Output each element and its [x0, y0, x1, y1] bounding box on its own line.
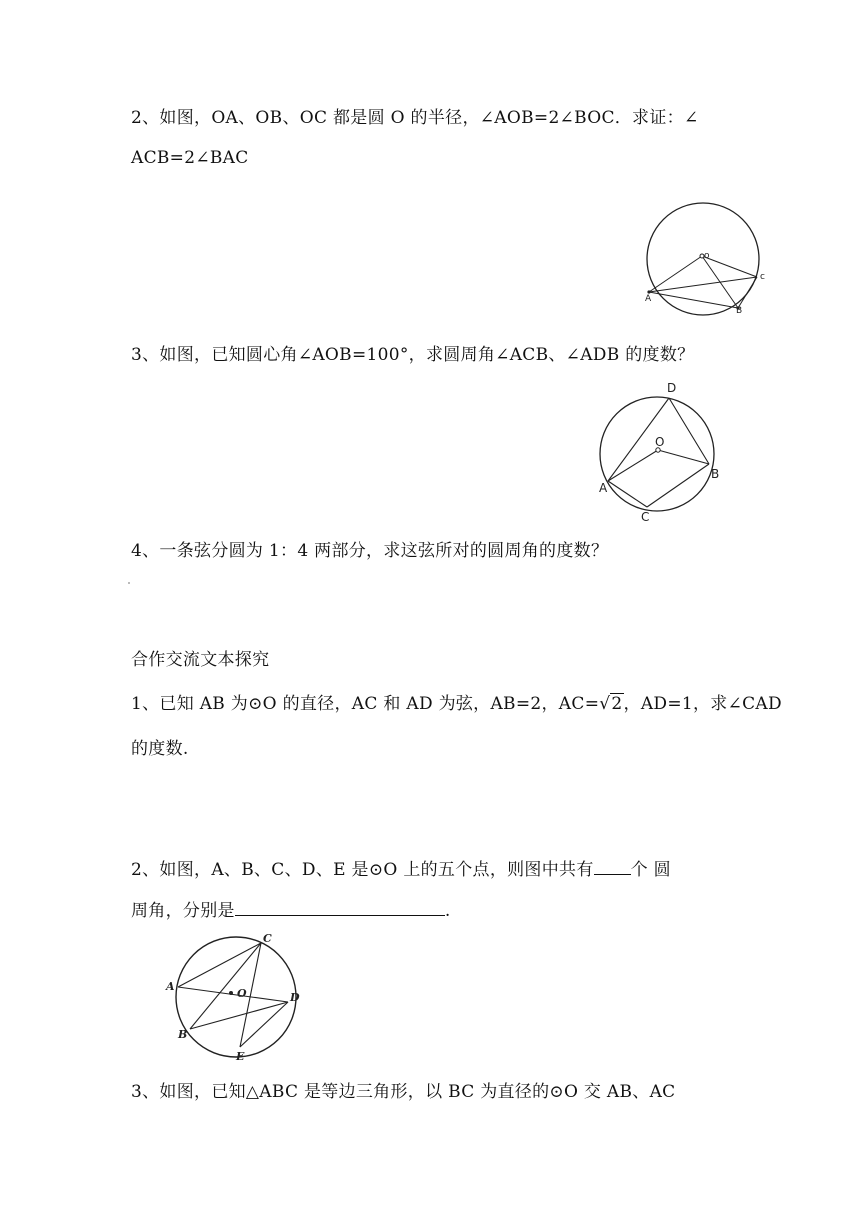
count-blank[interactable] [594, 856, 631, 875]
fig3-label-a: A [166, 980, 175, 993]
sqrt-symbol: √ [599, 694, 611, 714]
sqrt-two [599, 693, 623, 715]
fig1-label-b: B [736, 306, 743, 316]
problem-3-text: 3、如图，已知圆心角∠AOB=100°，求圆周角∠ACB、∠ADB 的度数？ [131, 345, 695, 365]
fig3-label-b: B [178, 1028, 188, 1041]
figure-3-circle-diagram [160, 930, 310, 1065]
fig2-label-d: D [667, 381, 677, 395]
fig3-label-e: E [236, 1050, 245, 1063]
practice-1-text-a: 1、已知 AB 为⊙O 的直径，AC 和 AD 为弦，AB=2，AC= [131, 694, 600, 714]
fig1-label-c: c [760, 272, 765, 282]
practice-2-text-end: . [444, 901, 451, 921]
fig2-label-b: B [711, 467, 720, 481]
practice-1-text-b: ，AD=1，求∠CAD [623, 694, 782, 714]
fig3-label-d: D [290, 991, 300, 1004]
problem-2-line-1: 2、如图，OA、OB、OC 都是圆 O 的半径，∠AOB=2∠BOC．求证：∠ [131, 108, 699, 128]
fig3-label-o: O [237, 987, 247, 1000]
practice-2-line-2 [131, 897, 451, 922]
stray-mark [128, 582, 130, 584]
practice-1-line-2: 的度数. [131, 739, 189, 759]
figure-2-circle-diagram [595, 378, 730, 523]
practice-2-text-c: 周角，分别是 [131, 901, 235, 921]
fig2-label-a: A [599, 481, 608, 495]
fig2-label-o: O [655, 435, 665, 449]
answer-blank[interactable] [235, 897, 445, 916]
section-heading: 合作交流文本探究 [131, 650, 270, 670]
sqrt-radicand: 2 [611, 694, 623, 714]
practice-3-text: 3、如图，已知△ABC 是等边三角形，以 BC 为直径的⊙O 交 AB、AC [131, 1082, 676, 1102]
fig2-label-c: C [641, 510, 650, 523]
practice-1-line-1 [131, 693, 782, 715]
problem-2-line-2: ACB=2∠BAC [131, 148, 249, 168]
fig1-label-o: o [704, 251, 710, 261]
figure-1-circle-diagram [630, 200, 775, 325]
practice-2-text-a: 2、如图，A、B、C、D、E 是⊙O 上的五个点，则图中共有 [131, 860, 594, 880]
practice-2-text-b: 个 圆 [630, 860, 671, 880]
fig1-label-a: A [645, 294, 652, 304]
practice-2-line-1 [131, 856, 671, 881]
problem-4-text: 4、一条弦分圆为 1：4 两部分，求这弦所对的圆周角的度数？ [131, 541, 609, 561]
fig3-label-c: C [263, 932, 272, 945]
